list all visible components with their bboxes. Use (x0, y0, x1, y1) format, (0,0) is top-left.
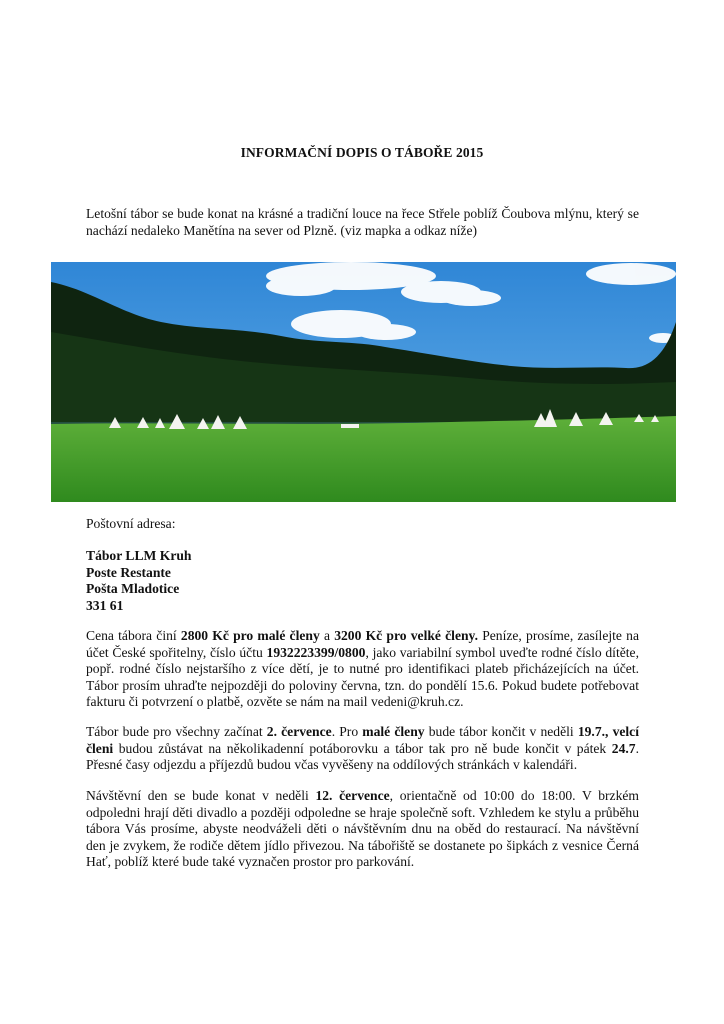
text-run: . Pro (331, 724, 363, 739)
text-run: Cena tábora činí (86, 628, 181, 643)
intro-paragraph: Letošní tábor se bude konat na krásné a tradiční louce na řece Střele poblíž Čoubova mlýnu, který se nachází nedaleko Manětína na sever od Plzně. (viz mapka a odkaz níže) (86, 206, 639, 238)
text-run: Peníze, prosíme, zasílejte na účet České spořitelny, číslo účtu (86, 628, 639, 660)
visiting-day-paragraph (86, 788, 639, 871)
small-members-end-date: 19.7., (577, 724, 609, 739)
text-run: bude tábor končit v neděli (424, 724, 578, 739)
text-run: . Přesné časy odjezdu a příjezdů budou včas vyvěšeny na oddílových stránkách v kalendáři. (86, 740, 639, 773)
text-run: , orientačně od 10:00 do 18:00. V brzkém odpoledni hrají děti divadlo a později odpoledne se hraje společně soft. Vzhledem ke stylu a průběhu tábora Vás prosíme, abyste neodváželi děti o návštěvním dnu na oběd do restaurací. Na návštěvní den je zvykem, že rodiče dětem jídlo přivezou. Na tábořiště se dostanete po šipkách z vesnice Černá Hať, poblíž které bude také vyznačen prostor pro parkování. (86, 788, 639, 870)
postal-address (86, 548, 192, 614)
page-title: INFORMAČNÍ DOPIS O TÁBOŘE 2015 (240, 145, 484, 160)
price-small-members: 2800 Kč pro malé členy (180, 628, 320, 643)
address-line: Poste Restante (86, 564, 171, 580)
price-paragraph (86, 628, 639, 711)
address-line: Pošta Mladotice (86, 581, 180, 597)
dates-paragraph (86, 724, 639, 774)
big-members-end-date: 24.7 (611, 740, 636, 756)
big-members-label: velcí členi (86, 724, 639, 756)
text-run: a (319, 628, 335, 643)
text-run: budou zůstávat na několikadenní potáborovku a tábor tak pro ně bude končit v pátek (113, 740, 612, 756)
camp-meadow-photo (51, 262, 676, 502)
small-members-label: malé členy (362, 724, 425, 739)
text-run: Tábor bude pro všechny začínat (86, 724, 267, 739)
address-line: Tábor LLM Kruh (86, 548, 192, 563)
postal-address-label: Poštovní adresa: (86, 516, 176, 531)
account-number: 1932223399/0800 (266, 644, 366, 660)
address-line: 331 61 (86, 597, 124, 613)
start-date: 2. července (266, 724, 332, 739)
text-run: Návštěvní den se bude konat v neděli (86, 788, 316, 803)
camp-photo-illustration (51, 262, 676, 502)
text-run: , jako variabilní symbol uveďte rodné číslo dítěte, popř. rodné číslo nejstaršího z více dětí, je to nutné pro identifikaci plateb přicházejících na účet. Tábor prosím uhraďte nejpozději do poloviny června, tzn. do pondělí 15.6. Pokud budete potřebovat fakturu či potvrzení o platbě, ozvěte se nám na mail vedeni@kruh.cz. (86, 644, 639, 710)
price-big-members: 3200 Kč pro velké členy. (334, 628, 478, 643)
visiting-day-date: 12. července (315, 788, 390, 803)
